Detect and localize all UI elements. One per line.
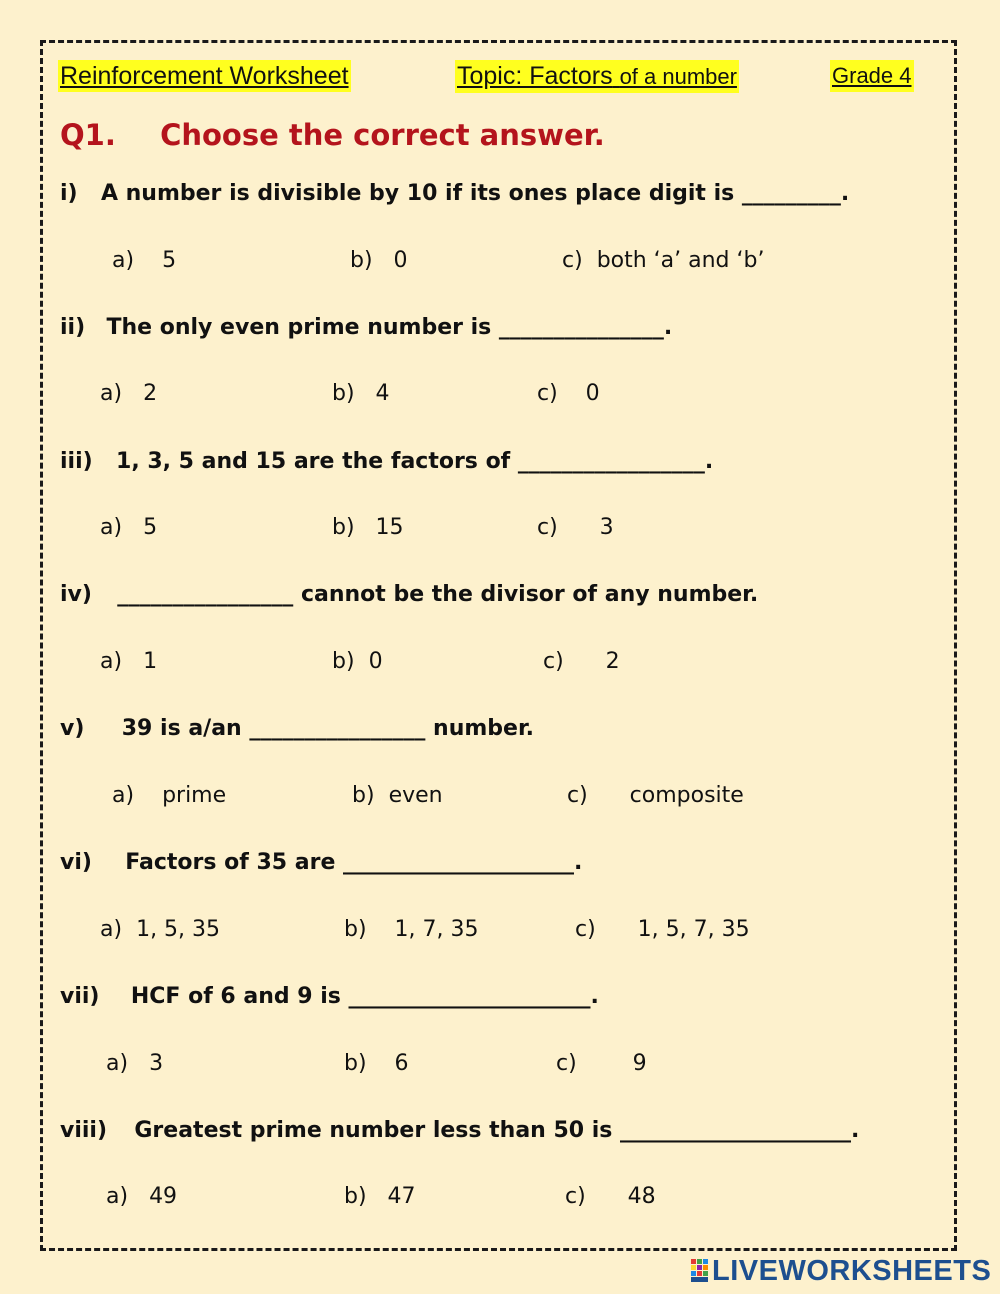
question-text[interactable]: Factors of 35 are _____________________. [125, 850, 583, 875]
question-text[interactable]: 1, 3, 5 and 15 are the factors of _________________. [116, 449, 714, 474]
option-b[interactable]: b) even [352, 783, 443, 808]
section-title [60, 117, 605, 153]
option-a[interactable]: a) 1, 5, 35 [100, 917, 221, 942]
option-b[interactable]: b) 4 [332, 381, 390, 406]
topic-label [455, 60, 739, 93]
question-text[interactable]: 39 is a/an ________________ number. [121, 716, 535, 741]
question-3 [60, 447, 713, 477]
option-b[interactable]: b) 47 [344, 1184, 416, 1209]
option-a[interactable]: a) 49 [106, 1184, 178, 1209]
question-number: v) [60, 716, 85, 741]
option-a[interactable]: a) 5 [112, 248, 177, 273]
worksheet-border [40, 40, 957, 1251]
section-title-text: Choose the correct answer. [160, 118, 605, 152]
question-text[interactable]: HCF of 6 and 9 is ______________________. [130, 984, 599, 1009]
question-number: vii) [60, 984, 100, 1009]
option-b[interactable]: b) 15 [332, 515, 404, 540]
question-number: ii) [60, 315, 86, 340]
question-6 [60, 848, 582, 878]
question-text[interactable]: ________________ cannot be the divisor of any number. [117, 582, 759, 607]
question-number: vi) [60, 850, 92, 875]
liveworksheets-logo[interactable] [690, 1254, 991, 1288]
question-text[interactable]: The only even prime number is _______________. [106, 315, 673, 340]
brand-text: LIVEWORKSHEETS [712, 1255, 992, 1287]
question-7 [60, 982, 599, 1012]
option-c[interactable]: c) 3 [537, 515, 614, 540]
question-number: iv) [60, 582, 92, 607]
option-b[interactable]: b) 1, 7, 35 [344, 917, 479, 942]
option-b[interactable]: b) 6 [344, 1051, 409, 1076]
option-c[interactable]: c) 9 [556, 1051, 647, 1076]
question-1 [60, 179, 849, 209]
option-b[interactable]: b) 0 [350, 248, 408, 273]
option-c[interactable]: c) both ‘a’ and ‘b’ [562, 248, 765, 273]
question-number: viii) [60, 1118, 108, 1143]
option-b[interactable]: b) 0 [332, 649, 383, 674]
grade-label: Grade 4 [830, 60, 914, 92]
liveworksheets-icon [690, 1258, 710, 1284]
question-5 [60, 714, 534, 744]
worksheet-label: Reinforcement Worksheet [60, 62, 349, 90]
option-c[interactable]: c) 0 [537, 381, 600, 406]
topic-suffix: of a number [619, 64, 737, 89]
question-number: i) [60, 181, 78, 206]
option-c[interactable]: c) 48 [565, 1184, 656, 1209]
question-8 [60, 1116, 859, 1146]
option-c[interactable]: c) 1, 5, 7, 35 [575, 917, 750, 942]
question-4 [60, 580, 758, 610]
option-c[interactable]: c) 2 [543, 649, 620, 674]
section-number: Q1. [60, 118, 116, 152]
topic-prefix: Topic: Factors [457, 62, 613, 90]
question-number: iii) [60, 449, 93, 474]
question-2 [60, 313, 672, 343]
question-text[interactable]: Greatest prime number less than 50 is _____________________. [134, 1118, 860, 1143]
option-a[interactable]: a) 1 [100, 649, 158, 674]
option-a[interactable]: a) 3 [106, 1051, 164, 1076]
question-text[interactable]: A number is divisible by 10 if its ones place digit is _________. [100, 181, 850, 206]
option-a[interactable]: a) 2 [100, 381, 158, 406]
option-c[interactable]: c) composite [567, 783, 744, 808]
option-a[interactable]: a) 5 [100, 515, 158, 540]
option-a[interactable]: a) prime [112, 783, 227, 808]
